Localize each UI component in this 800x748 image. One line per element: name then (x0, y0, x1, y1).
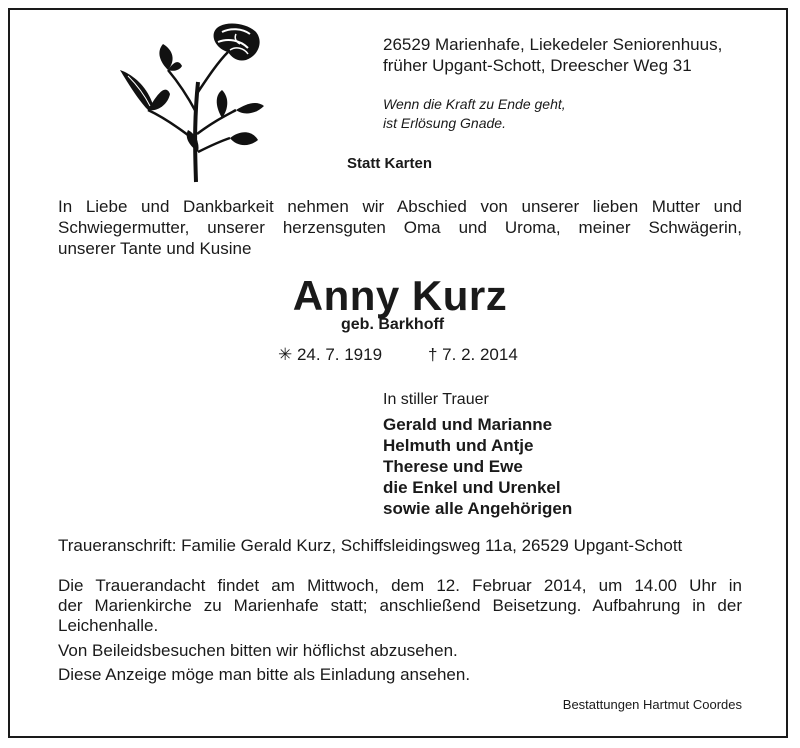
deceased-name: Anny Kurz (292, 272, 508, 319)
intro-paragraph (58, 196, 742, 259)
mourner-name: die Enkel und Urenkel (383, 478, 561, 497)
no-condolence-note: Von Beileidsbesuchen bitten wir höflichst abzusehen. (58, 641, 458, 660)
mourning-heading: In stiller Trauer (383, 391, 489, 408)
mourner-name: Gerald und Marianne (383, 415, 553, 434)
quote-line: ist Erlösung Gnade. (383, 115, 506, 131)
service-line: der Marienkirche zu Marienhafe statt; anschließend Beisetzung. Aufbahrung in der (58, 596, 742, 615)
address-line: früher Upgant-Schott, Dreescher Weg 31 (383, 56, 692, 75)
funeral-home: Bestattungen Hartmut Coordes (562, 697, 742, 712)
mourner-name: Helmuth und Antje (383, 436, 534, 455)
rose-icon (118, 22, 268, 184)
death-date: † 7. 2. 2014 (428, 345, 518, 364)
intro-line: In Liebe und Dankbarkeit nehmen wir Abschied von unserer lieben Mutter und (58, 197, 742, 216)
mourner-name: sowie alle Angehörigen (383, 499, 573, 518)
memorial-quote (383, 95, 566, 133)
mourners-list (383, 414, 572, 519)
mourner-name: Therese und Ewe (383, 457, 523, 476)
residence-address (383, 34, 722, 76)
intro-line: Schwiegermutter, unserer herzensguten Oma und Uroma, meiner Schwägerin, (58, 218, 742, 237)
quote-line: Wenn die Kraft zu Ende geht, (383, 96, 566, 112)
invitation-note: Diese Anzeige möge man bitte als Einladung ansehen. (58, 665, 471, 684)
service-line: Die Trauerandacht findet am Mittwoch, dem 12. Februar 2014, um 14.00 Uhr in (58, 576, 742, 595)
service-paragraph (58, 576, 742, 636)
birth-date: ✳ 24. 7. 1919 (278, 345, 383, 364)
mourning-address: Traueranschrift: Familie Gerald Kurz, Schiffsleidingsweg 11a, 26529 Upgant-Schott (58, 536, 683, 555)
birth-name: geb. Barkhoff (341, 316, 445, 333)
address-line: 26529 Marienhafe, Liekedeler Seniorenhuus, (383, 35, 723, 54)
intro-line: unserer Tante und Kusine (58, 239, 252, 258)
service-line: Leichenhalle. (58, 616, 159, 635)
statt-karten-heading: Statt Karten (347, 155, 433, 172)
